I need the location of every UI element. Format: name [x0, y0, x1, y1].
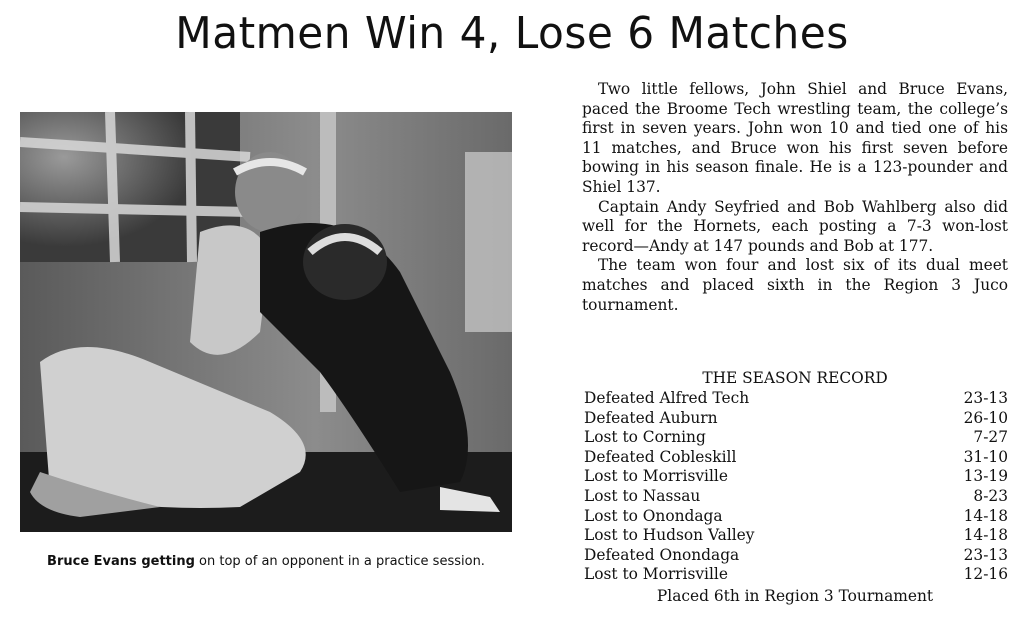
record-result: Lost to Onondaga: [584, 506, 723, 525]
season-record-table: [584, 389, 1008, 585]
record-row: [584, 467, 1008, 487]
record-row: [584, 487, 1008, 507]
record-row: [584, 526, 1008, 546]
record-score: 26-10: [963, 408, 1008, 427]
record-score: 7-27: [973, 428, 1008, 447]
record-result: Lost to Corning: [584, 428, 706, 447]
record-result: Defeated Cobleskill: [584, 447, 737, 466]
record-score: 23-13: [963, 389, 1008, 407]
record-row: [584, 409, 1008, 429]
record-score: 12-16: [963, 565, 1008, 584]
record-score: 31-10: [963, 447, 1008, 466]
photo-caption: [14, 552, 518, 572]
photo-caption-bold: Bruce Evans getting: [47, 554, 195, 569]
record-result: Defeated Onondaga: [584, 545, 740, 564]
record-row: [584, 389, 1008, 409]
record-score: 14-18: [963, 506, 1008, 525]
article-paragraph: Captain Andy Seyfried and Bob Wahlberg also did well for the Hornets, each posting a 7-3 won-lost record—Andy at 147 pounds and Bob at 177.: [582, 197, 1008, 255]
record-row: [584, 428, 1008, 448]
article-paragraph: Two little fellows, John Shiel and Bruce Evans, paced the Broome Tech wrestling team, the college’s first in seven years. John won 10 and tied one of his 11 matches, and Bruce won his first seven before bowing in his season finale. He is a 123-pounder and Shiel 137.: [582, 80, 1008, 196]
photo-caption-rest: on top of an opponent in a practice session.: [194, 554, 485, 569]
record-row: [584, 565, 1008, 585]
record-result: Defeated Alfred Tech: [584, 389, 750, 407]
record-result: Lost to Nassau: [584, 486, 701, 505]
record-score: 14-18: [963, 526, 1008, 545]
wrestling-photo-illustration: [20, 112, 512, 532]
record-row: [584, 546, 1008, 566]
record-score: 23-13: [963, 545, 1008, 564]
wrestling-photo: [20, 112, 512, 532]
record-row: [584, 507, 1008, 527]
record-result: Lost to Hudson Valley: [584, 526, 755, 545]
headline: Matmen Win 4, Lose 6 Matches: [175, 8, 849, 59]
season-record-title: THE SEASON RECORD: [702, 369, 888, 387]
article-body: [582, 80, 1008, 315]
record-score: 8-23: [973, 486, 1008, 505]
record-result: Lost to Morrisville: [584, 467, 728, 486]
article-paragraph: The team won four and lost six of its dual meet matches and placed sixth in the Region 3 Juco tournament.: [582, 256, 1008, 314]
season-record-footer: Placed 6th in Region 3 Tournament: [656, 587, 934, 605]
record-score: 13-19: [963, 467, 1008, 486]
record-row: [584, 448, 1008, 468]
record-result: Defeated Auburn: [584, 408, 718, 427]
record-result: Lost to Morrisville: [584, 565, 728, 584]
